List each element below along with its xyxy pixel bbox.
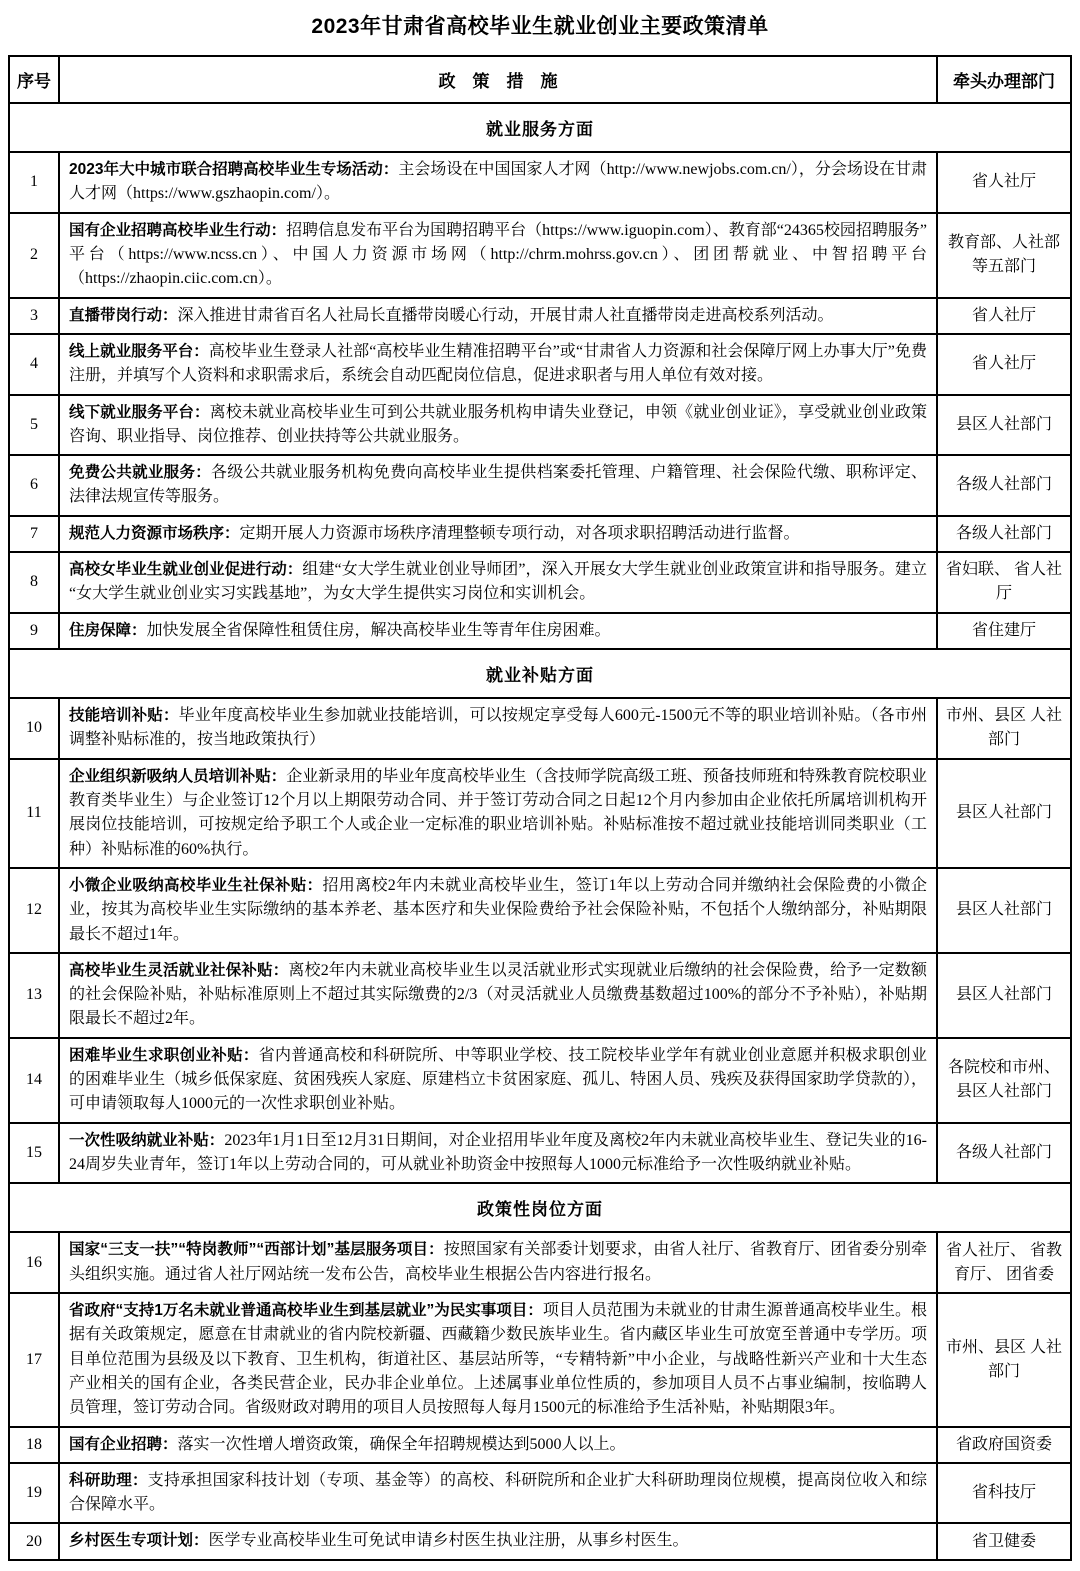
policy-cell — [59, 552, 937, 613]
table-row — [9, 1123, 1071, 1184]
header-department: 牵头办理部门 — [937, 56, 1071, 103]
policy-cell — [59, 1523, 937, 1559]
row-number-cell: 2 — [9, 213, 59, 298]
policy-cell — [59, 213, 937, 298]
policy-name: 省政府“支持1万名未就业普通高校毕业生到基层就业”为民实事项目： — [69, 1301, 543, 1319]
table-row — [9, 1293, 1071, 1427]
policy-name: 线上就业服务平台： — [69, 342, 209, 360]
table-body — [9, 103, 1071, 1560]
table-row — [9, 613, 1071, 649]
row-number-cell: 3 — [9, 298, 59, 334]
policy-name: 科研助理： — [69, 1471, 148, 1489]
policy-text: 支持承担国家科技计划（专项、基金等）的高校、科研院所和企业扩大科研助理岗位规模，提高岗位收入和综合保障水平。 — [69, 1471, 927, 1514]
table-row — [9, 516, 1071, 552]
table-row — [9, 298, 1071, 334]
row-number-cell: 15 — [9, 1123, 59, 1184]
policy-name: 企业组织新吸纳人员培训补贴： — [69, 767, 287, 785]
department-cell: 省住建厅 — [937, 613, 1071, 649]
header-no: 序号 — [9, 56, 59, 103]
row-number-cell: 14 — [9, 1038, 59, 1123]
table-row — [9, 1427, 1071, 1463]
table-row — [9, 868, 1071, 953]
table-row — [9, 455, 1071, 516]
policy-name: 国有企业招聘： — [69, 1435, 178, 1453]
policy-cell — [59, 698, 937, 759]
section-label: 就业补贴方面 — [9, 649, 1071, 698]
department-cell: 省妇联、 省人社厅 — [937, 552, 1071, 613]
policy-name: 困难毕业生求职创业补贴： — [69, 1046, 259, 1064]
policy-cell — [59, 613, 937, 649]
policy-cell — [59, 298, 937, 334]
table-row — [9, 1523, 1071, 1559]
department-cell: 各级人社部门 — [937, 455, 1071, 516]
policy-cell — [59, 516, 937, 552]
section-label: 政策性岗位方面 — [9, 1183, 1071, 1232]
policy-text: 高校毕业生登录人社部“高校毕业生精准招聘平台”或“甘肃省人力资源和社会保障厅网上办事大厅”免费注册，并填写个人资料和求职需求后，系统会自动匹配岗位信息，促进求职者与用人单位有效对接。 — [69, 342, 927, 385]
row-number-cell: 5 — [9, 395, 59, 456]
policy-name: 小微企业吸纳高校毕业生社保补贴： — [69, 876, 323, 894]
row-number-cell: 12 — [9, 868, 59, 953]
row-number-cell: 13 — [9, 953, 59, 1038]
row-number-cell: 4 — [9, 334, 59, 395]
policy-text: 招用离校2年内未就业高校毕业生，签订1年以上劳动合同并缴纳社会保险费的小微企业，按其为高校毕业生实际缴纳的基本养老、基本医疗和失业保险费给予社会保险补贴，不包括个人缴纳部分，补贴期限最长不超过1年。 — [69, 876, 927, 943]
row-number-cell: 1 — [9, 152, 59, 213]
policy-text: 主会场设在中国国家人才网（http://www.newjobs.com.cn/），分会场设在甘肃人才网（https://www.gszhaopin.com/）。 — [69, 161, 928, 203]
policy-name: 一次性吸纳就业补贴： — [69, 1131, 225, 1149]
row-number-cell: 6 — [9, 455, 59, 516]
policy-name: 规范人力资源市场秩序： — [69, 524, 240, 542]
department-cell: 省科技厅 — [937, 1463, 1071, 1524]
policy-name: 2023年大中城市联合招聘高校毕业生专场活动： — [69, 161, 399, 178]
policy-text: 落实一次性增人增资政策，确保全年招聘规模达到5000人以上。 — [177, 1435, 626, 1453]
policy-name: 住房保障： — [69, 621, 147, 639]
section-row — [9, 103, 1071, 152]
table-row — [9, 759, 1071, 868]
table-row — [9, 213, 1071, 298]
policy-text: 离校2年内未就业高校毕业生以灵活就业形式实现就业后缴纳的社会保险费，给予一定数额的社会保险补贴，补贴标准原则上不超过其实际缴费的2/3（对灵活就业人员缴费基数超过100%的部分不予补贴），补贴期限最长不超过2年。 — [69, 961, 927, 1028]
table-row — [9, 152, 1071, 213]
row-number-cell: 11 — [9, 759, 59, 868]
department-cell: 市州、县区 人社部门 — [937, 698, 1071, 759]
table-row — [9, 1463, 1071, 1524]
department-cell: 县区人社部门 — [937, 395, 1071, 456]
policy-text: 离校未就业高校毕业生可到公共就业服务机构申请失业登记，申领《就业创业证》，享受就业创业政策咨询、职业指导、岗位推荐、创业扶持等公共就业服务。 — [69, 403, 927, 445]
policy-cell — [59, 868, 937, 953]
table-row — [9, 1038, 1071, 1123]
row-number-cell: 19 — [9, 1463, 59, 1524]
row-number-cell: 17 — [9, 1293, 59, 1427]
row-number-cell: 20 — [9, 1523, 59, 1559]
policy-text: 省内普通高校和科研院所、中等职业学校、技工院校毕业学年有就业创业意愿并积极求职创业的困难毕业生（城乡低保家庭、贫困残疾人家庭、原建档立卡贫困家庭、孤儿、特困人员、残疾及获得国家助学贷款的），可申请领取每人1000元的一次性求职创业补贴。 — [69, 1046, 927, 1113]
table-row — [9, 698, 1071, 759]
policy-cell — [59, 1123, 937, 1184]
policy-text: 企业新录用的毕业年度高校毕业生（含技师学院高级工班、预备技师班和特殊教育院校职业教育类毕业生）与企业签订12个月以上期限劳动合同、并于签订劳动合同之日起12个月内参加由企业依托所属培训机构开展岗位技能培训，可按规定给予职工个人或企业一定标准的职业培训补贴。补贴标准按不超过就业技能培训同类职业（工种）补贴标准的60%执行。 — [69, 767, 927, 858]
department-cell: 县区人社部门 — [937, 759, 1071, 868]
policy-text: 组建“女大学生就业创业导师团”，深入开展女大学生就业创业政策宣讲和指导服务。建立“女大学生就业创业实习实践基地”，为女大学生提供实习岗位和实训机会。 — [69, 561, 927, 603]
policy-cell — [59, 1463, 937, 1524]
policy-text: 2023年1月1日至12月31日期间，对企业招用毕业年度及离校2年内未就业高校毕业生、登记失业的16-24周岁失业青年，签订1年以上劳动合同的，可从就业补助资金中按照每人1000元标准给予一次性吸纳就业补贴。 — [69, 1131, 927, 1173]
department-cell: 省人社厅 — [937, 298, 1071, 334]
policy-name: 线下就业服务平台： — [69, 403, 210, 421]
table-row — [9, 395, 1071, 456]
policy-table — [8, 55, 1072, 1561]
policy-text: 各级公共就业服务机构免费向高校毕业生提供档案委托管理、户籍管理、社会保险代缴、职称评定、法律法规宣传等服务。 — [69, 464, 927, 506]
policy-cell — [59, 1427, 937, 1463]
table-row — [9, 1232, 1071, 1293]
table-row — [9, 552, 1071, 613]
policy-name: 高校女毕业生就业创业促进行动： — [69, 561, 303, 579]
policy-cell — [59, 1232, 937, 1293]
department-cell: 省人社厅、 省教育厅、 团省委 — [937, 1232, 1071, 1293]
row-number-cell: 7 — [9, 516, 59, 552]
row-number-cell: 10 — [9, 698, 59, 759]
section-row — [9, 649, 1071, 698]
policy-cell — [59, 334, 937, 395]
header-row — [9, 56, 1071, 103]
policy-name: 国有企业招聘高校毕业生行动： — [69, 221, 287, 239]
department-cell: 市州、县区 人社部门 — [937, 1293, 1071, 1427]
department-cell: 省人社厅 — [937, 334, 1071, 395]
policy-name: 国家“三支一扶”“特岗教师”“西部计划”基层服务项目： — [69, 1241, 444, 1259]
section-row — [9, 1183, 1071, 1232]
policy-name: 乡村医生专项计划： — [69, 1532, 209, 1550]
policy-cell — [59, 1293, 937, 1427]
policy-name: 免费公共就业服务： — [69, 464, 212, 482]
policy-cell — [59, 395, 937, 456]
header-policy: 政 策 措 施 — [59, 56, 937, 103]
policy-cell — [59, 759, 937, 868]
page-title: 2023年甘肃省高校毕业生就业创业主要政策清单 — [311, 15, 769, 38]
department-cell: 各院校和市州、 县区人社部门 — [937, 1038, 1071, 1123]
policy-text: 加快发展全省保障性租赁住房，解决高校毕业生等青年住房困难。 — [146, 621, 611, 639]
department-cell: 教育部、人社部等五部门 — [937, 213, 1071, 298]
policy-name: 技能培训补贴： — [69, 707, 179, 724]
row-number-cell: 18 — [9, 1427, 59, 1463]
policy-cell — [59, 152, 937, 213]
department-cell: 省卫健委 — [937, 1523, 1071, 1559]
policy-name: 直播带岗行动： — [69, 306, 178, 324]
row-number-cell: 9 — [9, 613, 59, 649]
table-row — [9, 953, 1071, 1038]
policy-cell — [59, 953, 937, 1038]
policy-text: 深入推进甘肃省百名人社局长直播带岗暖心行动，开展甘肃人社直播带岗走进高校系列活动。 — [177, 306, 834, 324]
department-cell: 各级人社部门 — [937, 516, 1071, 552]
department-cell: 省人社厅 — [937, 152, 1071, 213]
department-cell: 县区人社部门 — [937, 953, 1071, 1038]
policy-text: 定期开展人力资源市场秩序清理整顿专项行动，对各项求职招聘活动进行监督。 — [239, 524, 800, 542]
table-header — [9, 56, 1071, 103]
table-row — [9, 334, 1071, 395]
department-cell: 县区人社部门 — [937, 868, 1071, 953]
department-cell: 省政府国资委 — [937, 1427, 1071, 1463]
policy-cell — [59, 455, 937, 516]
row-number-cell: 8 — [9, 552, 59, 613]
row-number-cell: 16 — [9, 1232, 59, 1293]
policy-text: 项目人员范围为未就业的甘肃生源普通高校毕业生。根据有关政策规定，愿意在甘肃就业的省内院校新疆、西藏籍少数民族毕业生。省内藏区毕业生可放宽至普通中专学历。项目单位范围为县级及以下教育、卫生机构，街道社区、基层站所等，“专精特新”中小企业，与战略性新兴产业和十大生态产业相关的国有企业，各类民营企业，民办非企业单位。上述属事业单位性质的，参加项目人员不占事业编制，按临聘人员管理，签订劳动合同。省级财政对聘用的项目人员按照每人每月1500元的标准给予生活补贴，补贴期限3年。 — [69, 1301, 927, 1417]
policy-cell — [59, 1038, 937, 1123]
policy-text: 毕业年度高校毕业生参加就业技能培训，可以按规定享受每人600元-1500元不等的职业培训补贴。（各市州调整补贴标准的，按当地政策执行） — [69, 707, 927, 749]
policy-text: 医学专业高校毕业生可免试申请乡村医生执业注册，从事乡村医生。 — [208, 1532, 689, 1550]
section-label: 就业服务方面 — [9, 103, 1071, 152]
policy-text: 招聘信息发布平台为国聘招聘平台（https://www.iguopin.com）、教育部“24365校园招聘服务”平台（https://www.ncss.cn）、中国人力资源市场网（http://chrm.mohrss.gov.cn）、团团帮就业、中智招聘平台（https://zhaopin.ciic.com.cn）。 — [69, 221, 927, 288]
policy-text: 按照国家有关部委计划要求，由省人社厅、省教育厅、团省委分别牵头组织实施。通过省人社厅网站统一发布公告，高校毕业生根据公告内容进行报名。 — [69, 1241, 927, 1283]
department-cell: 各级人社部门 — [937, 1123, 1071, 1184]
policy-name: 高校毕业生灵活就业社保补贴： — [69, 961, 289, 979]
